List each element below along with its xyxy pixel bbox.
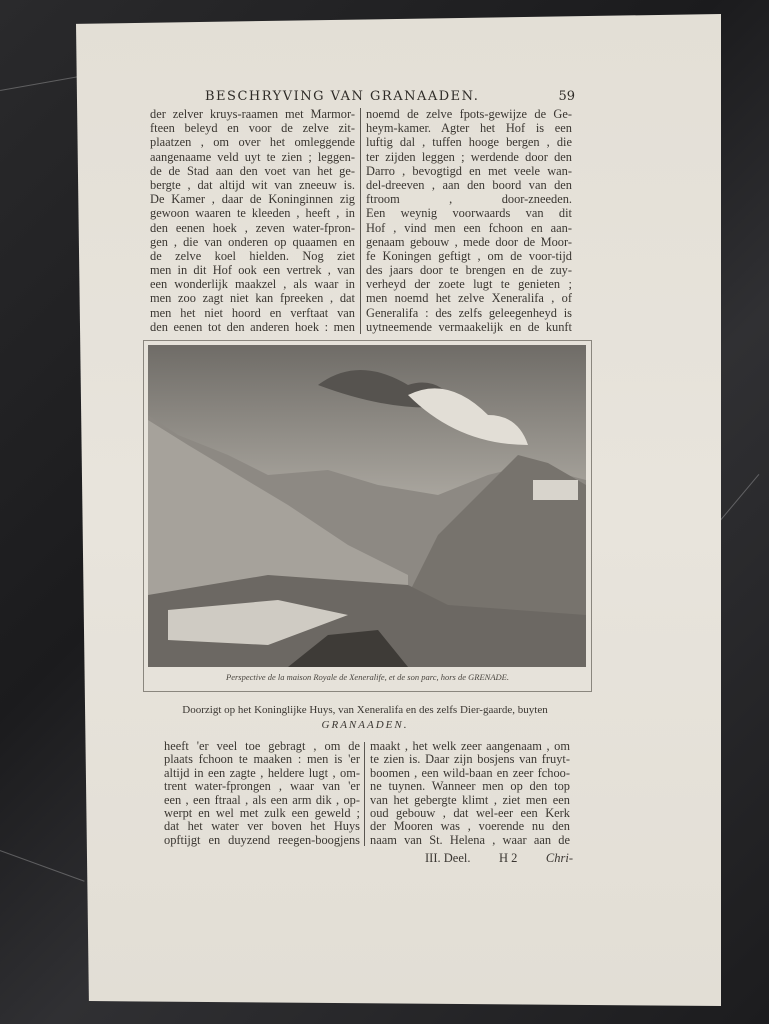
text-line: men zoo zagt niet kan fpreeken , dat <box>150 291 355 306</box>
text-line: gen , die van onderen op quaamen en <box>150 234 355 249</box>
text-line: ter zijden leggen ; werdende door den <box>366 149 572 164</box>
text-line: des jaars door te brengen en de zuy- <box>366 263 572 278</box>
text-line: naam van St. Helena , waar aan de <box>370 833 570 847</box>
bottom-right-column <box>370 740 570 847</box>
engraving-plate <box>143 340 592 692</box>
text-line: ne tuynen. Wanneer men op den top <box>370 780 570 794</box>
text-line: Hof , vind men een fchoon en aan- <box>366 220 572 235</box>
text-line: uytneemende vermaakelijk en de kunft <box>366 319 572 334</box>
text-line: bergte , dat altijd wit van zneeuw is. <box>150 177 355 192</box>
header-title: BESCHRYVING VAN GRANAADEN. <box>205 89 480 104</box>
text-line: ftroom , door-zneeden. <box>366 192 572 207</box>
text-line: den eenen hoek , zeven water-fpron- <box>150 220 355 235</box>
text-line: der zelver kruys-raamen met Marmor- <box>150 107 355 121</box>
text-line: aangenaame veld uyt te zien ; leggen- <box>150 149 355 164</box>
text-line: fteen beleyd en voor de zelve zit- <box>150 121 355 136</box>
catchword: Chri- <box>545 851 573 865</box>
text-line: oud gebouw , dat wel-eer een Kerk <box>370 806 570 820</box>
text-line: men het niet hoord en verftaat van <box>150 305 355 320</box>
top-left-column <box>150 107 355 334</box>
engraving-landscape <box>148 345 586 667</box>
page-footer <box>425 851 573 865</box>
figure-caption: Doorzigt op het Koninglijke Huys, van Xeneralifa en des zelfs Dier-gaarde, buyten <box>182 704 548 716</box>
column-rule <box>360 108 361 334</box>
bottom-left-column <box>164 740 360 847</box>
text-line: gewoon waaren te kleeden , heeft , in <box>150 206 355 221</box>
volume-label: III. Deel. <box>425 851 471 865</box>
text-line: noemd de zelve fpots-gewijze de Ge- <box>366 107 572 121</box>
text-line: werpt en wel met zulk een geweld ; <box>164 806 360 820</box>
text-line: men noemd het zelve Xeneralifa , of <box>366 291 572 306</box>
text-line: del-dreeven , aan den boord van den <box>366 177 572 192</box>
text-line: De Kamer , daar de Koninginnen zig <box>150 192 355 207</box>
text-line: een wonderlijk maakzel , als waar in <box>150 277 355 292</box>
text-line: men in dit Hof ook een vertrek , van <box>150 263 355 278</box>
text-line: Een weynig voorwaards van dit <box>366 206 572 221</box>
text-line: plaatzen , om over het omleggende <box>150 135 355 150</box>
text-line: boomen , een wild-baan en zeer fchoo- <box>370 766 570 780</box>
text-line: maakt , het welk zeer aangenaam , om <box>370 740 570 753</box>
text-line: altijd in een zagte , heldere lugt , om- <box>164 766 360 780</box>
text-line: verheyd der zoete lugt te genieten ; <box>366 277 572 292</box>
text-line: den eenen tot den anderen hoek : men <box>150 319 355 334</box>
text-line: opftijgt en duyzend reegen-boogjens <box>164 833 360 847</box>
marble-vein <box>720 474 759 521</box>
text-line: te zien is. Daar zijn bosjens van fruyt- <box>370 753 570 767</box>
text-line: der Mooren was , voerende nu den <box>370 820 570 834</box>
text-line: een , een ftraal , als een arm dik , op- <box>164 793 360 807</box>
top-right-column <box>366 107 572 334</box>
text-line: Generalifa : des zelfs geleegenheyd is <box>366 305 572 320</box>
plate-caption: Perspective de la maison Royale de Xeneralife, et de son parc, hors de GRENADE. <box>226 672 509 682</box>
marble-vein <box>0 850 85 882</box>
text-line: van het gebergte klimt , ziet men een <box>370 793 570 807</box>
text-line: luftig dal , tuffen hooge bergen , die <box>366 135 572 150</box>
text-line: heeft 'er veel toe gebragt , om de <box>164 740 360 753</box>
text-line: dat het water ver boven het Huys <box>164 820 360 834</box>
figure-caption-city: GRANAADEN. <box>321 719 409 731</box>
palace-generalife <box>533 480 578 500</box>
text-line: fe Koningen geftigt , om de voor-tijd <box>366 248 572 263</box>
page-number: 59 <box>558 89 575 104</box>
text-line: plaats fchoon te maaken : men is 'er <box>164 753 360 767</box>
text-line: de de Stad aan den voet van het ge- <box>150 163 355 178</box>
text-line: de zelve koel hielden. Nog ziet <box>150 248 355 263</box>
text-line: genaam gebouw , mede door de Moor- <box>366 234 572 249</box>
signature-mark: H 2 <box>498 851 518 865</box>
text-line: trent water-fprongen , waar van 'er <box>164 780 360 794</box>
running-header <box>205 89 575 105</box>
text-line: heym-kamer. Agter het Hof is een <box>366 121 572 136</box>
text-line: Darro , bevogtigd en met veele wan- <box>366 163 572 178</box>
column-rule <box>364 742 365 846</box>
